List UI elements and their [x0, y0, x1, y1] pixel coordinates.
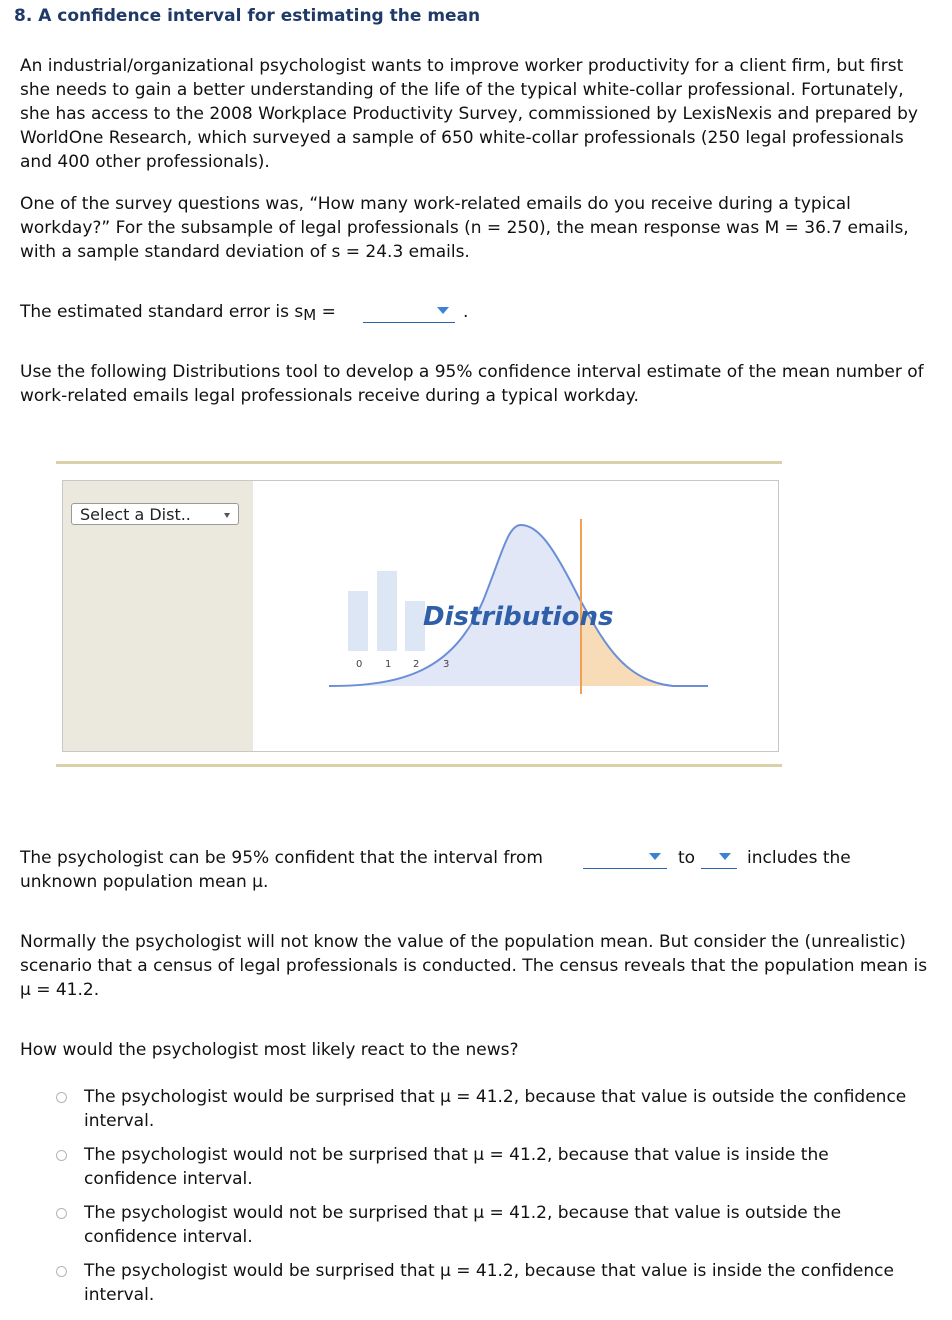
chevron-down-icon — [437, 307, 449, 314]
tick-0: 0 — [356, 659, 363, 670]
standard-error-subscript: M — [303, 306, 317, 324]
radio-button[interactable] — [56, 1092, 67, 1103]
distribution-select[interactable] — [71, 503, 239, 525]
radio-button[interactable] — [56, 1150, 67, 1161]
ci-sentence-prefix: The psychologist can be 95% confident that the interval from — [20, 848, 543, 868]
ci-lower-dropdown[interactable] — [583, 846, 667, 869]
distributions-logo-graphic — [253, 481, 778, 751]
tool-top-rule — [56, 461, 782, 464]
distributions-logo-text: Distributions — [423, 602, 614, 632]
radio-button[interactable] — [56, 1208, 67, 1219]
tool-sidebar — [63, 481, 253, 751]
tool-instructions: Use the following Distributions tool to develop a 95% confidence interval estimate of the mean number of work-related emails legal professionals receive during a typical workday. — [20, 362, 924, 406]
standard-error-label — [20, 300, 336, 327]
answer-option-text: The psychologist would not be surprised that μ = 41.2, because that value is inside the confidence interval. — [84, 1145, 829, 1189]
tool-bottom-rule — [56, 764, 782, 767]
chevron-down-icon — [224, 513, 230, 518]
distribution-select-label: Select a Dist.. — [80, 505, 191, 524]
chevron-down-icon — [719, 853, 731, 860]
standard-error-prefix: The estimated standard error is s — [20, 302, 304, 322]
answer-option-text: The psychologist would be surprised that μ = 41.2, because that value is outside the confidence interval. — [84, 1087, 907, 1131]
ci-sentence-line2: unknown population mean μ. — [20, 872, 269, 892]
ci-upper-dropdown[interactable] — [701, 846, 737, 869]
answer-option-text: The psychologist would be surprised that μ = 41.2, because that value is inside the confidence interval. — [84, 1261, 894, 1305]
census-paragraph: Normally the psychologist will not know the value of the population mean. But consider the (unrealistic) scenario that a census of legal professionals is conducted. The census reveals that the population mean is μ = 41.2. — [20, 932, 928, 1000]
tick-3: 3 — [443, 659, 450, 670]
question-title: 8. A confidence interval for estimating the mean — [14, 6, 481, 26]
bar-2 — [405, 601, 425, 651]
radio-button[interactable] — [56, 1266, 67, 1277]
react-question: How would the psychologist most likely react to the news? — [20, 1040, 519, 1060]
ci-sentence-suffix: includes the — [747, 848, 851, 868]
tick-2: 2 — [413, 659, 420, 670]
ci-sentence-to: to — [678, 848, 696, 868]
standard-error-equals: = — [316, 302, 336, 322]
standard-error-dropdown[interactable] — [363, 300, 455, 323]
answer-option-text: The psychologist would not be surprised that μ = 41.2, because that value is outside the confidence interval. — [84, 1203, 842, 1247]
distributions-tool[interactable] — [62, 480, 779, 752]
tick-1: 1 — [385, 659, 392, 670]
standard-error-period: . — [463, 302, 469, 322]
intro-paragraph: An industrial/organizational psychologist wants to improve worker productivity for a client firm, but first she needs to gain a better understanding of the life of the typical white-collar professional. Fortunately, she has access to the 2008 Workplace Productivity Survey, commissioned by LexisNexis and prepared by WorldOne Research, which surveyed a sample of 650 white-collar professionals (250 legal professionals and 400 other professionals). — [20, 56, 918, 172]
chevron-down-icon — [649, 853, 661, 860]
bar-0 — [348, 591, 368, 651]
survey-question-paragraph: One of the survey questions was, “How many work-related emails do you receive during a typical workday?” For the subsample of legal professionals (n = 250), the mean response was M = 36.7 emails, with a sample standard deviation of s = 24.3 emails. — [20, 194, 909, 262]
bar-1 — [377, 571, 397, 651]
